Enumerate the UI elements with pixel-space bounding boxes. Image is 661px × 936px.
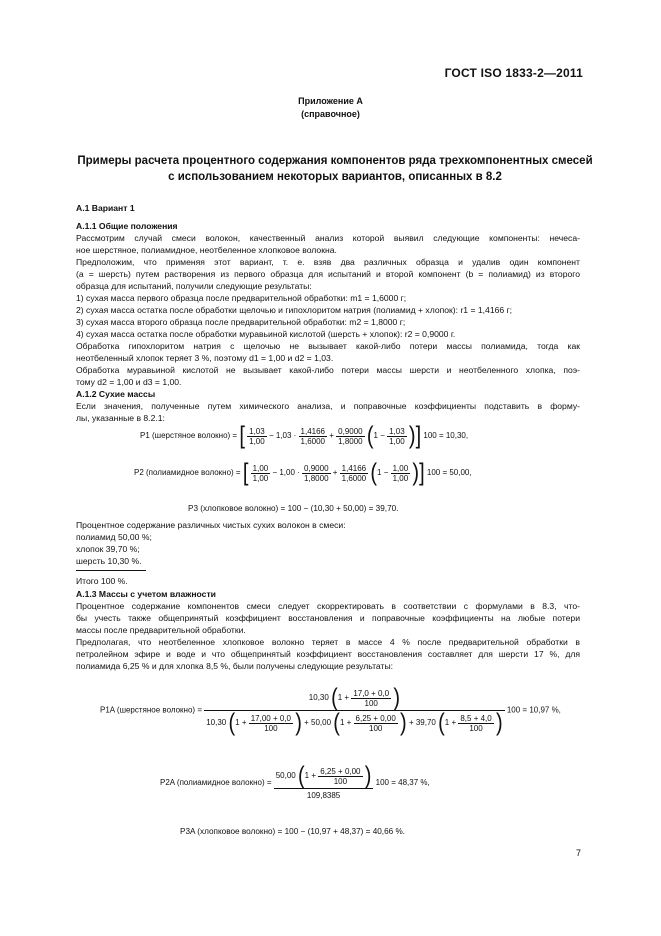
document-title-line-2: с использованием некоторых вариантов, описанных в 8.2 <box>168 171 502 183</box>
a11-paragraph-4-line-2: тому d2 = 1,00 и d3 = 1,00. <box>76 377 182 387</box>
fraction: $\frac{1,4166}{1,6000}$ <box>300 426 325 446</box>
page-number: 7 <box>575 848 581 858</box>
result-item-2: 2) сухая масса остатка после обработки щелочью и гипохлоритом натрия (полиамид + хлопок): r1 = 1,4166 г; <box>76 305 513 315</box>
a13-paragraph-2-line-1: Предполагая, что неотбеленное хлопковое волокно теряет в массе 4 % после предварительной обработки в <box>76 637 580 647</box>
annex-title: Приложение А <box>298 96 363 106</box>
equation-p1a: P1A (шерстяное волокно) = 10,30 (1 + $\frac{17,0 + 0,0}{100}$ ) 10,30 (1 + $\frac{17,00 + 0,0}{100}$ ) + 50,00 (1 + $\frac{6,25 + 0,00}{100}$ ) + 39,70 (1 + $\frac{8,5 + 4,0}{100}$ ) 100 = 10,97 %, <box>100 684 561 737</box>
a11-paragraph-1-line-1: Рассмотрим случай смеси волокон, качественный анализ которой выявил следующие компоненты: нечеса- <box>76 233 580 243</box>
result-cotton: хлопок 39,70 %; <box>76 544 140 554</box>
fraction-main: 10,30 (1 + $\frac{17,0 + 0,0}{100}$ ) 10,30 (1 + $\frac{17,00 + 0,0}{100}$ ) + 50,00 (1 + $\frac{6,25 + 0,00}{100}$ ) + 39,70 (1 + $\frac{8,5 + 4,0}{100}$ ) <box>206 684 503 737</box>
a13-paragraph-2-line-3: полиамида 6,25 % и для хлопка 8,5 %, были получены следующие результаты: <box>76 661 394 671</box>
a11-paragraph-2-line-2: (a = шерсть) путем растворения из первого образца для испытаний и второй компонент (b = полиамид) из второго <box>76 269 580 279</box>
section-a1-heading: А.1 Вариант 1 <box>76 203 135 213</box>
fraction: $\frac{1,00}{1,00}$ <box>252 463 269 483</box>
a13-paragraph-1-line-2: бы учесть также общепринятый коэффициент восстановления и поправочные коэффициенты на любые потери <box>76 613 580 623</box>
a11-paragraph-3-line-1: Обработка гипохлоритом натрия с щелочью не вызывает какой-либо потери массы полиамида, тогда как <box>76 341 580 351</box>
document-title-line-1: Примеры расчета процентного содержания компонентов ряда трехкомпонентных смесей <box>77 155 593 167</box>
section-a11-heading: А.1.1 Общие положения <box>76 221 178 231</box>
fraction: $\frac{1,03}{1,00}$ <box>249 426 265 446</box>
a13-paragraph-1-line-3: массы после предварительной обработки. <box>76 625 246 635</box>
fraction: $\frac{0,9000}{1,8000}$ <box>338 426 363 446</box>
a13-paragraph-1-line-1: Процентное содержание компонентов смеси следует скорректировать в соответствии с формулами в 8.3, что- <box>76 601 580 611</box>
standard-number: ГОСТ ISO 1833-2—2011 <box>444 66 583 80</box>
fraction: $\frac{6,25 + 0,00}{100}$ <box>355 713 396 733</box>
result-polyamide: полиамид 50,00 %; <box>76 532 152 542</box>
result-item-1: 1) сухая масса первого образца после предварительной обработки: m1 = 1,6000 г; <box>76 293 407 303</box>
a12-paragraph-line-1: Если значения, полученные путем химического анализа, и поправочные коэффициенты подставить в форму- <box>76 401 580 411</box>
equation-p2-lhs: P2 (полиамидное волокно) = <box>134 468 241 478</box>
equation-p3a: P3A (хлопковое волокно) = 100 − (10,97 + 48,37) = 40,66 %. <box>180 827 406 836</box>
fraction: $\frac{1,4166}{1,6000}$ <box>341 463 367 483</box>
fraction: $\frac{6,25 + 0,00}{100}$ <box>320 766 361 786</box>
equation-p1-lhs: P1 (шерстяное волокно) = <box>140 431 238 441</box>
equation-p2a: P2A (полиамидное волокно) = 50,00 (1 + $\frac{6,25 + 0,00}{100}$ ) 109,8385 100 = 48,37 %, <box>160 762 430 800</box>
equation-p3: P3 (хлопковое волокно) = 100 − (10,30 + 50,00) = 39,70. <box>188 504 399 513</box>
fraction: $\frac{1,00}{1,00}$ <box>392 463 409 483</box>
fraction-main: 50,00 (1 + $\frac{6,25 + 0,00}{100}$ ) 109,8385 <box>275 762 372 800</box>
divider-line <box>76 570 146 571</box>
fraction: $\frac{17,00 + 0,0}{100}$ <box>250 713 291 733</box>
a11-paragraph-2-line-1: Предположим, что применяя этот вариант, т. е. взяв два различных образца и удалив один компонент <box>76 257 580 267</box>
equation-p2: P2 (полиамидное волокно) = [ $\frac{1,00}{1,00}$ − 1,00 · $\frac{0,9000}{1,8000}$ + $\frac{1,4166}{1,6000}$ (1 − $\frac{1,00}{1,00}$ )] 100 = 50,00, <box>134 459 472 487</box>
a13-paragraph-2-line-2: петролейном эфире и воде и что общепринятый коэффициент восстановления составляет для шерсти 17 %, для <box>76 649 580 659</box>
section-a12-heading: А.1.2 Сухие массы <box>76 389 156 399</box>
fraction: $\frac{1,03}{1,00}$ <box>389 426 405 446</box>
fraction: $\frac{8,5 + 4,0}{100}$ <box>460 713 492 733</box>
fraction: $\frac{0,9000}{1,8000}$ <box>304 463 329 483</box>
results-total: Итого 100 %. <box>76 576 128 586</box>
a11-paragraph-1-line-2: ное шерстяное, полиамидное, неотбеленное хлопковое волокна. <box>76 245 337 255</box>
result-wool: шерсть 10,30 %. <box>76 556 142 566</box>
section-a13-heading: А.1.3 Массы с учетом влажности <box>76 589 216 599</box>
a11-paragraph-2-line-3: образца для испытаний, получили следующие результаты: <box>76 281 312 291</box>
equation-p1: P1 (шерстяное волокно) = [ $\frac{1,03}{1,00}$ − 1,03 · $\frac{1,4166}{1,6000}$ + $\frac{0,9000}{1,8000}$ (1 − $\frac{1,03}{1,00}$ )] 100 = 10,30, <box>140 422 469 450</box>
a11-paragraph-4-line-1: Обработка муравьиной кислотой не вызывает какой-либо потери массы шерсти и неотбеленного хлопка, поэ- <box>76 365 580 375</box>
a12-paragraph-line-2: лы, указанные в 8.2.1: <box>76 413 165 423</box>
equation-p1a-lhs: P1A (шерстяное волокно) = <box>100 705 202 715</box>
result-item-4: 4) сухая масса остатка после обработки муравьиной кислотой (шерсть + хлопок): r2 = 0,9000 г. <box>76 329 456 339</box>
results-intro: Процентное содержание различных чистых сухих волокон в смеси: <box>76 520 346 530</box>
a11-paragraph-3-line-2: неотбеленный хлопок теряет 3 %, поэтому d1 = 1,00 и d2 = 1,03. <box>76 353 334 363</box>
equation-p2a-lhs: P2A (полиамидное волокно) = <box>160 778 272 788</box>
fraction: $\frac{17,0 + 0,0}{100}$ <box>353 688 390 708</box>
result-item-3: 3) сухая масса второго образца после предварительной обработки: m2 = 1,8000 г; <box>76 317 406 327</box>
annex-type: (справочное) <box>301 109 360 119</box>
